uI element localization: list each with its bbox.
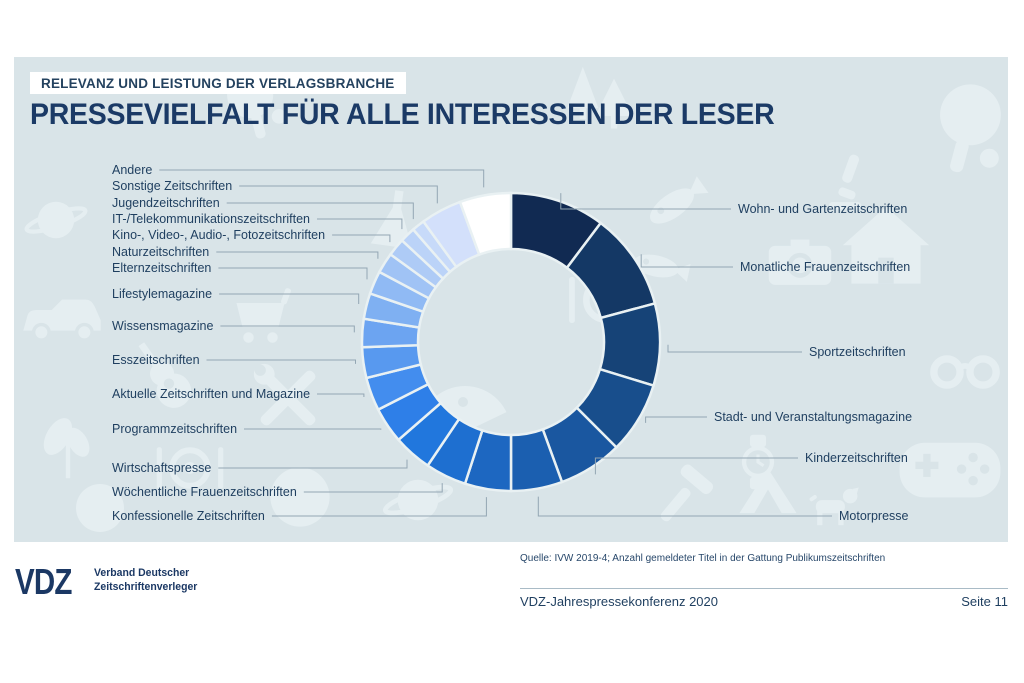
chart-label: Kino-, Video-, Audio-, Fotozeitschriften — [112, 228, 326, 242]
table-tennis-paddle-icon — [926, 78, 1008, 182]
chart-label: Programmzeitschriften — [112, 422, 238, 436]
pizza-icon — [419, 386, 515, 478]
plate-and-cutlery-icon — [569, 277, 643, 323]
kicker-bar — [30, 72, 406, 94]
glasses-icon — [934, 359, 996, 385]
page-title: PRESSEVIELFALT FÜR ALLE INTERESSEN DER LESER — [30, 98, 775, 131]
lab-flask-icon — [371, 188, 420, 249]
chart-label: Jugendzeitschriften — [112, 196, 220, 210]
vdz-logo-line1: Verband Deutscher — [94, 567, 190, 579]
footer-event: VDZ-Jahrespressekonferenz 2020 — [520, 594, 718, 609]
chart-label: Aktuelle Zeitschriften und Magazine — [112, 387, 311, 401]
tent-icon — [739, 468, 796, 513]
car-icon — [23, 300, 100, 340]
chart-label: Monatliche Frauenzeitschriften — [740, 260, 911, 274]
source-note: Quelle: IVW 2019-4; Anzahl gemeldeter Titel in der Gattung Publikumszeitschriften — [520, 553, 886, 564]
chart-label: Andere — [112, 163, 153, 177]
planet-icon — [383, 480, 453, 521]
chart-label: Esszeitschriften — [112, 353, 200, 367]
chart-label: Wissensmagazine — [112, 319, 214, 333]
kicker-text: RELEVANZ UND LEISTUNG DER VERLAGSBRANCHE — [41, 76, 395, 91]
chart-label: Elternzeitschriften — [112, 261, 212, 275]
rocket-icon — [644, 175, 709, 231]
guitar-icon — [127, 334, 198, 414]
chart-label: Wirtschaftspresse — [112, 461, 212, 475]
footer-divider — [520, 588, 1008, 589]
stroller-icon — [237, 287, 292, 342]
plant-icon — [38, 413, 94, 478]
chart-label: Stadt- und Veranstaltungsmagazine — [714, 410, 913, 424]
vdz-logo: VDZ — [15, 561, 72, 602]
chart-label: Motorpresse — [839, 509, 909, 523]
chart-label: Konfessionelle Zeitschriften — [112, 509, 265, 523]
hammer-icon — [649, 462, 715, 531]
chart-label: Wöchentliche Frauenzeitschriften — [112, 485, 297, 499]
chart-label: Sportzeitschriften — [809, 345, 906, 359]
chart-label: IT-/Telekommunikationszeitschriften — [112, 212, 310, 226]
chart-label: Kinderzeitschriften — [805, 451, 908, 465]
chart-label: Naturzeitschriften — [112, 245, 210, 259]
gamepad-icon — [900, 443, 1001, 498]
vdz-logo-subtitle — [94, 567, 197, 594]
chart-label: Wohn- und Gartenzeitschriften — [738, 202, 908, 216]
vdz-logo-line2: Zeitschriftenverleger — [94, 580, 198, 593]
chart-label: Lifestylemagazine — [112, 287, 213, 301]
chart-label: Sonstige Zeitschriften — [112, 179, 233, 193]
globe-icon — [25, 202, 88, 238]
footer-page-number: Seite 11 — [961, 594, 1008, 609]
